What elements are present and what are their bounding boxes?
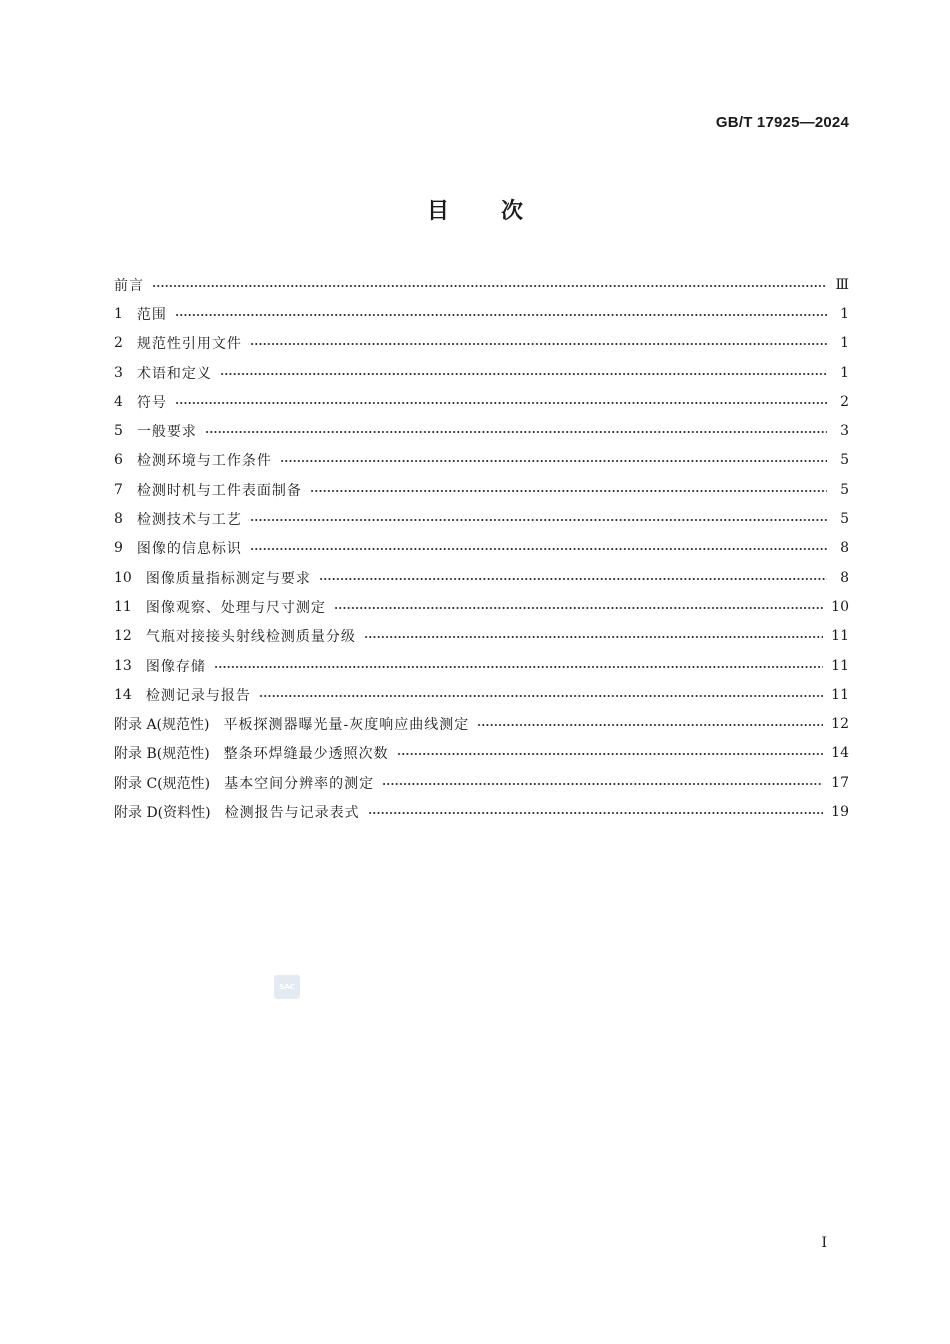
toc-entry-page: 11 [831,686,849,703]
toc-entry-label: 范围 [136,306,167,323]
dot-leader [382,783,823,785]
dot-leader [152,285,827,287]
toc-entry-page: 12 [831,716,849,733]
toc-entry-page: 1 [840,364,849,381]
toc-entry-page: 19 [831,803,849,820]
toc-entry[interactable] [114,563,849,592]
toc-entry[interactable] [114,797,849,826]
toc-entry-number: 12 [114,628,132,645]
toc-entry[interactable] [114,709,849,738]
toc-entry-label: 图像存储 [145,658,206,675]
toc-entry-number: 附录 D(资料性) [114,804,211,821]
toc-entry-label: 图像质量指标测定与要求 [145,570,311,587]
toc-entry-number: 13 [114,657,132,674]
toc-entry-label: 术语和定义 [136,365,212,382]
toc-entry-page: 8 [840,569,849,586]
toc-entry-label: 平板探测器曝光量-灰度响应曲线测定 [223,717,470,734]
page-title: 目次 [426,199,575,224]
toc-entry-label: 图像观察、处理与尺寸测定 [145,599,326,616]
toc-entry-label: 检测环境与工作条件 [136,453,272,470]
toc-entry-label: 整条环焊缝最少透照次数 [223,746,389,763]
toc-entry-number: 10 [114,569,132,586]
toc-entry-number: 4 [114,393,123,410]
toc-entry-page: Ⅲ [835,276,849,293]
page-number: I [821,1235,827,1251]
toc-entry-page: 1 [840,305,849,322]
toc-entry-number: 5 [114,423,123,440]
toc-entry[interactable] [114,504,849,533]
toc-entry-label: 检测报告与记录表式 [224,804,360,821]
toc-entry-number: 2 [114,335,123,352]
toc-entry-label: 一般要求 [136,424,197,441]
dot-leader [175,314,827,316]
dot-leader [334,607,823,609]
toc-entry[interactable] [114,739,849,768]
toc-entry-number: 11 [114,598,132,615]
toc-entry-page: 8 [840,540,849,557]
toc-entry-page: 11 [831,657,849,674]
toc-entry-number: 3 [114,364,123,381]
toc-entry-label: 前言 [114,277,144,294]
toc-entry-label: 符号 [136,394,167,411]
toc-entry[interactable] [114,329,849,358]
dot-leader [220,373,827,375]
toc-entry[interactable] [114,622,849,651]
toc-entry-number: 7 [114,481,123,498]
dot-leader [397,753,824,755]
dot-leader [214,666,823,668]
toc-entry[interactable] [114,592,849,621]
toc-entry[interactable] [114,299,849,328]
dot-leader [250,343,827,345]
toc-entry[interactable] [114,270,849,299]
toc-entry-label: 检测技术与工艺 [136,512,242,529]
dot-leader [250,548,827,550]
toc-entry[interactable] [114,446,849,475]
toc-entry-page: 1 [840,335,849,352]
sac-logo-icon: SAC [274,975,300,999]
toc-entry[interactable] [114,768,849,797]
dot-leader [364,636,823,638]
toc-entry[interactable] [114,651,849,680]
dot-leader [205,431,827,433]
dot-leader [280,460,827,462]
toc-entry-page: 5 [840,481,849,498]
dot-leader [368,812,824,814]
toc-entry-label: 基本空间分辨率的测定 [224,775,375,792]
toc-entry-number: 附录 A(规范性) [114,717,210,734]
dot-leader [259,695,823,697]
toc-entry-page: 14 [831,745,849,762]
dot-leader [319,578,827,580]
toc-entry-label: 检测时机与工件表面制备 [136,482,302,499]
dot-leader [477,724,823,726]
toc-entry-label: 图像的信息标识 [136,541,242,558]
dot-leader [175,402,827,404]
toc-entry[interactable] [114,680,849,709]
table-of-contents [114,270,849,827]
toc-entry-number: 附录 B(规范性) [114,746,210,763]
toc-entry[interactable] [114,475,849,504]
toc-entry-number: 1 [114,305,123,322]
toc-entry[interactable] [114,534,849,563]
toc-entry-page: 17 [831,774,849,791]
dot-leader [310,490,827,492]
toc-entry[interactable] [114,358,849,387]
toc-entry-number: 附录 C(规范性) [114,775,211,792]
toc-entry-label: 检测记录与报告 [145,687,251,704]
toc-entry-label: 气瓶对接接头射线检测质量分级 [145,629,356,646]
toc-entry-page: 2 [840,393,849,410]
toc-entry-number: 8 [114,511,123,528]
toc-entry-number: 9 [114,540,123,557]
toc-entry-page: 3 [840,423,849,440]
toc-entry[interactable] [114,416,849,445]
toc-entry-page: 5 [840,452,849,469]
toc-entry[interactable] [114,387,849,416]
toc-entry-page: 10 [831,598,849,615]
standard-code: GB/T 17925—2024 [715,114,849,131]
toc-entry-number: 14 [114,686,132,703]
dot-leader [250,519,827,521]
toc-entry-page: 11 [831,628,849,645]
toc-entry-number: 6 [114,452,123,469]
toc-entry-page: 5 [840,511,849,528]
toc-entry-label: 规范性引用文件 [136,336,242,353]
